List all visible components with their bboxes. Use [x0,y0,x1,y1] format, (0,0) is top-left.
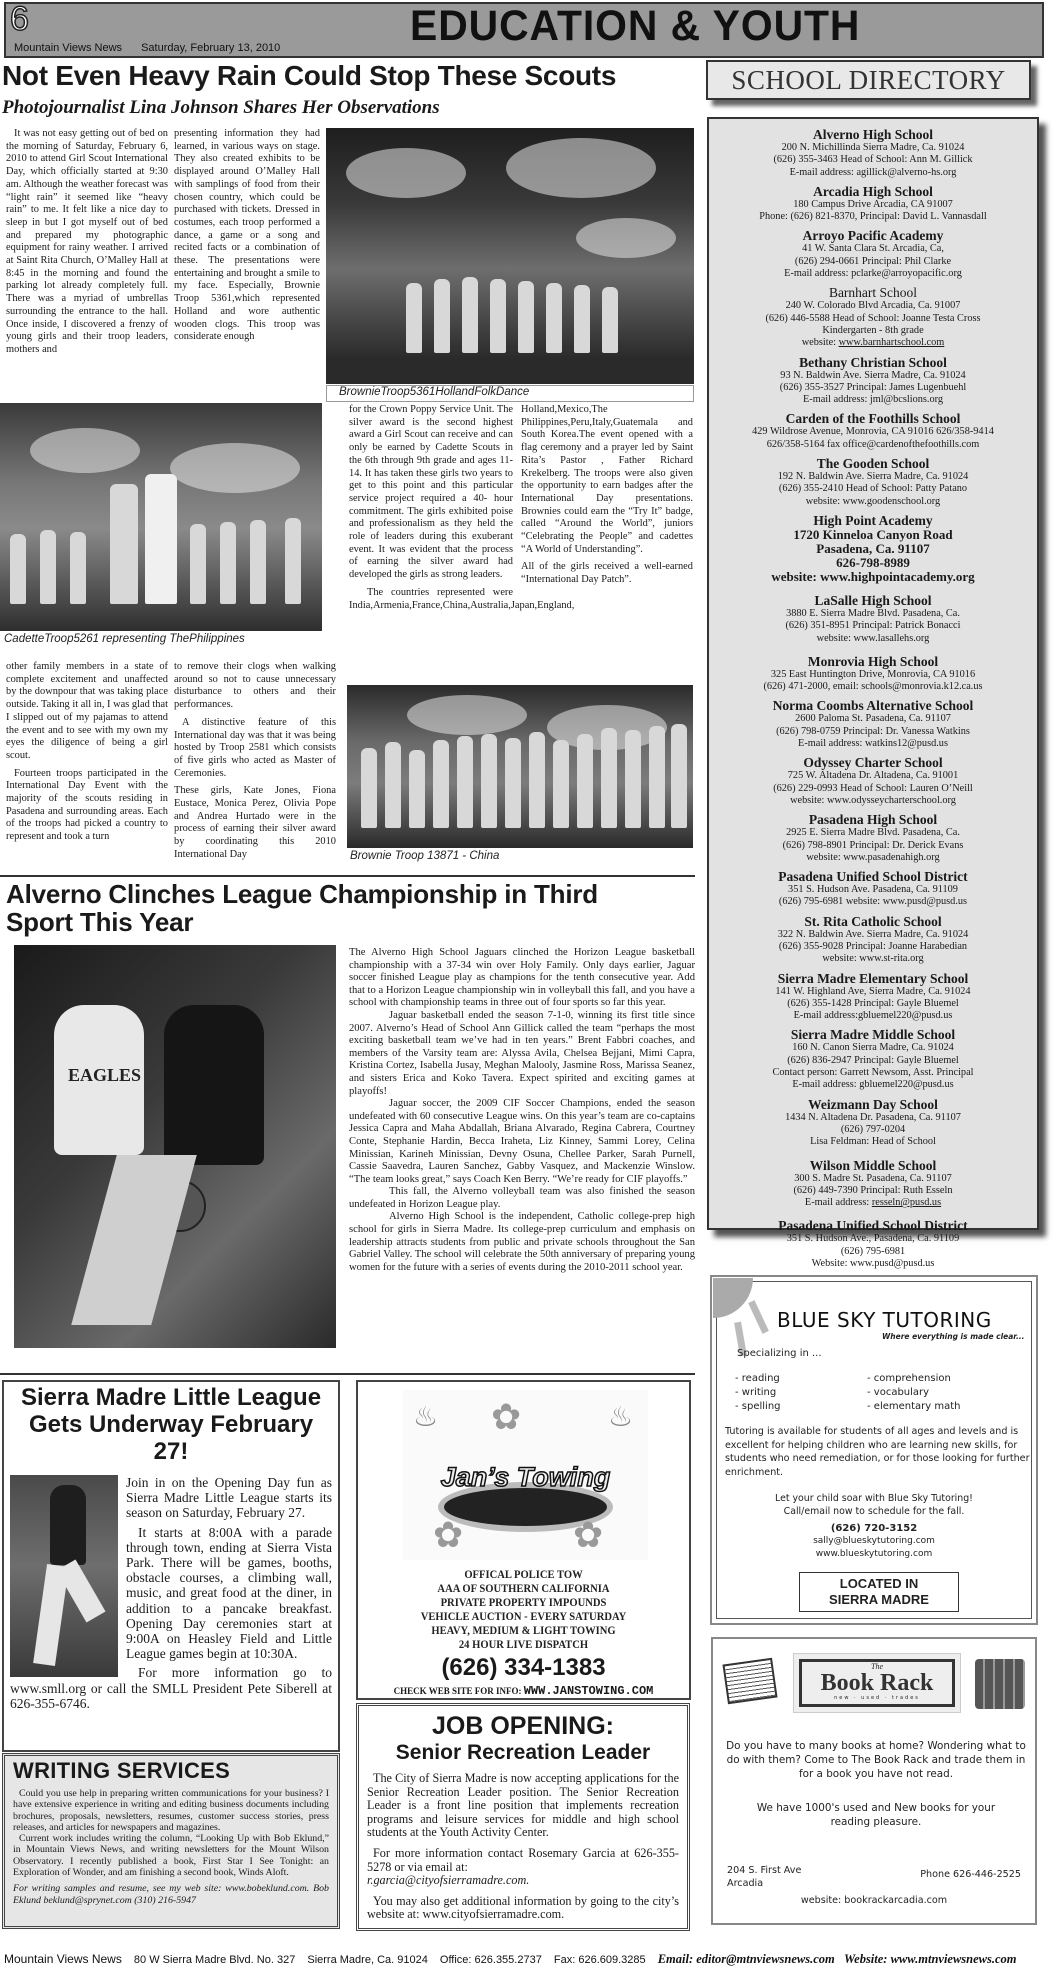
bookrack-website[interactable]: website: bookrackarcadia.com [800,1895,948,1906]
school-entry: Carden of the Foothills School 429 Wildrose Avenue, Monrovia, CA 91016 626/358-9414 626/358-5164 fax office@cardenofthefoothills.com [752,411,994,450]
writing-services-ad: WRITING SERVICES Could you use help in preparing written communications for your business? I have extensive experience in writing and editing business documents including brochures, proposals, newsletters, resumes, customer success stories, press releases, and articles for newspapers and magazines. Current work includes writing the column, “Looking Up with Bob Eklund,” in Mountain Views News, and writing newsletters for the Mount Wilson Observatory. I recently published a book, First Star I See Tonight: an Exploration of Wonder, and am finishing a second book, Winds Aloft. For writing samples and resume, see my web site: www.bobeklund.com. Bob Eklund beklund@sprynet.com (310) 216-5947 [2,1753,340,1929]
school-entry: Alverno High School 200 N. Michillinda Sierra Madre, Ca. 91024 (626) 355-3463 Head of School: Ann M. Gillick E-mail address: agillick@alverno-hs.org [773,127,973,178]
school-entry: Monrovia High School 325 East Huntington Drive, Monrovia, CA 91016 (626) 471-2000, email: schools@monrovia.k12.ca.us [763,653,983,693]
school-entry: The Gooden School 192 N. Baldwin Ave. Sierra Madre, Ca. 91024 (626) 355-2410 Head of School: Patty Patano website: www.goodenschool.org [777,456,969,507]
tutoring-location-badge: LOCATED IN SIERRA MADRE [799,1572,959,1612]
bookrack-phone: Phone 626-446-2525 [920,1869,1021,1880]
school-entry: Norma Coombs Alternative School 2600 Paloma St. Pasadena, Ca. 91107 (626) 798-0759 Principal: Dr. Vanessa Watkins E-mail address: watkins12@pusd.us [772,698,974,750]
towing-services: OFFICAL POLICE TOW AAA OF SOUTHERN CALIFORNIA PRIVATE PROPERTY IMPOUNDS VEHICLE AUCTION - EVERY SATURDAY HEAVY, MEDIUM & LIGHT TOWING 24 HOUR LIVE DISPATCH [420,1569,627,1651]
scouts-col3: for the Crown Poppy Service Unit. The silver award is the second highest award a Girl Scout can receive and can only be earned by Cadette Scouts in the 6th through 9th grade and ages 11-14. It has taken these girls two years to get to this point and this particular service project required a 40- hour commitment. The girls exhibited poise and professionalism as they held the role of leaders during this exuberant event. It was evident that the process of earning the silver award had developed the girls as strong leaders. The countries represented were India,Armenia,France,China,Australia,Japan,England, [349,404,575,611]
tutoring-subjects-left: - reading - writing - spelling [735,1373,781,1412]
school-entry: Sierra Madre Middle School 160 N. Canon Sierra Madre, Ca. 91024 (626) 836-2947 Principal: Gayle Bluemel Contact person: Garrett Newsom, Asst. Principal E-mail address: gbluemel220@pusd.us [772,1027,974,1091]
school-entry: Odyssey Charter School 725 W. Altadena Dr. Altadena, Ca. 91001 (626) 229-0993 Head of School: Lauren O’Neill website: www.odysseycharterschool.org [773,755,973,806]
section-title: EDUCATION & YOUTH [410,2,861,50]
towing-ad [356,1380,691,1700]
alverno-headline: Alverno Clinches League Championship in Third Sport This Year [6,879,598,937]
divider [0,1373,695,1375]
school-entry: Sierra Madre Elementary School 141 W. Highland Ave, Sierra Madre, Ca. 91024 (626) 355-1428 Principal: Gayle Bluemel E-mail address:gbluemel220@pusd.us [775,970,971,1022]
divider [0,875,695,877]
masthead-meta [14,42,296,54]
flame-icon: ♨ [413,1402,439,1433]
tutoring-subjects-right: - comprehension - vocabulary - elementary math [867,1373,961,1412]
wilson-email-link[interactable]: resseln@pusd.us [871,1197,942,1209]
tutoring-email[interactable]: sally@blueskytutoring.com [813,1536,935,1546]
school-entry: St. Rita Catholic School 322 N. Baldwin Ave. Sierra Madre, Ca. 91024 (626) 355-9028 Principal: Joanne Harabedian website: www.st-rita.org [777,913,969,965]
writing-services-title: WRITING SERVICES [13,1758,231,1783]
flower-icon: ✿ [573,1515,604,1555]
alverno-body: The Alverno High School Jaguars clinched the Horizon League basketball championship with a 37-34 win over Holy Family. Only days earlier, Jaguar soccer finished League play as champions for the tenth consecutive year. Add that to a Horizon League championship win in volleyball this fall, and you have a school with championship teams in three out of four sports so far this year. Jaguar basketball ended the season 7-1-0, winning its first title since 2007. Alverno’s Head of School Ann Gillick called the team “perhaps the most exciting basketball team we’ve had in ten years.” Brent Fabbri coaches, and members of the Varsity team are: Alyssa Avila, Chelsea Bejjani, Mimi Capra, Kristina Cortez, Isabella Jusay, Meghan Malooly, Jasmine Ross, Marissa Seanez, and sisters Erica and Koko Tavera. Expect spirited and exciting games at playoffs! Jaguar soccer, the 2009 CIF Soccer Champions, ended the season undefeated with 60 consecutive League wins. On this year’s team are co-captains Jessica Capra and Maha Abdallah, Briana Alvarado, Regina Cabrera, Courtney Conte, Stephanie Hardin, Becca Iraheta, Liz Kinney, Sammi Lorey, Celina Minissian, Karineh Minissian, Devny Osuna, Chellee Parker, Sarah Purnell, Cassie Saavedra, Lauren Sanchez, Gabby Vasquez, and Mackenzie Winslow. “The team looks great,” says Coach Ken Berry. “We’re ready for CIF playoffs.” This fall, the Alverno volleyball team was also finished the season undefeated in Horizon League play. Alverno High School is the independent, Catholic college-prep high school for girls in Sierra Madre. Its college-prep curriculum and emphasis on leadership attracts students from public and private schools throughout the San Gabriel Valley. The school will celebrate the 50th anniversary of preparing young women for the future with a series of events during the 2010-2011 school year. [349,947,695,1273]
towing-website-link[interactable]: WWW.JANSTOWING.COM [523,1684,654,1698]
photo-basketball-players [14,945,336,1348]
job-email-link[interactable]: r.garcia@cityofsierramadre.com. [367,1873,530,1888]
school-entry: Pasadena High School 2925 E. Sierra Madre Blvd. Pasadena, Ca. (626) 798-8901 Principal: Dr. Derick Evans website: www.pasadenahigh.org [782,812,964,863]
caption-photo1: BrownieTroop5361HollandFolkDance [326,385,694,402]
page-footer: Mountain Views News 80 W Sierra Madre Blvd. No. 327 Sierra Madre, Ca. 91024 Office: 626.355.2737 Fax: 626.609.3285 Email: editor@mtnviewsnews.com Website: www.mtnviewsnews.com [4,1952,1017,1966]
school-entry: Arcadia High School 180 Campus Drive Arcadia, CA 91007 Phone: (626) 821-8370, Principal: David L. Vannasdall [759,183,987,223]
school-entry: Wilson Middle School 300 S. Madre St. Pasadena, Ca. 91107 (626) 449-7390 Principal: Ruth Esseln E-mail address: resseln@pusd.us [793,1157,953,1209]
books-stack-icon [975,1659,1025,1709]
school-directory-title: SCHOOL DIRECTORY [706,60,1031,100]
job-opening-ad: JOB OPENING: Senior Recreation Leader The City of Sierra Madre is now accepting applications for the Senior Recreation Leader position. The Senior Recreation Leader is a front line position that implements recreation programs and leisure services for middle and high school students at the Youth Activity Center. For more information contact Rosemary Garcia at 626-355-5278 or via email at: r.garcia@cityofsierramadre.com. You may also get additional information by going to the city’s website at: www.cityofsierramadre.com. [356,1703,690,1931]
bookrack-ad: The Book Rack new · used · trades Do you have to many books at home? Wondering what to do with them? Come to The Book Rack and trade them in for a book you have not read. We have 1000's used and New books for your reading pleasure. 204 S. First Ave Arcadia Phone 626-446-2525 website: bookrackarcadia.com [711,1637,1037,1925]
scouts-col2-bottom: to remove their clogs when walking around so not to cause unnecessary disturbance to others and their performances. A distinctive feature of this International day was that it was being hosted by Troop 2581 which consists of five girls who acted as Master of Ceremonies. These girls, Kate Jones, Fiona Eustace, Monica Perez, Olivia Pope and Andrea Hurtado were in the process of earning their silver award by coordinating this 2010 International Day [174,661,336,860]
issue-date: Saturday, February 13, 2010 [141,42,281,54]
tutoring-ad: BLUE SKY TUTORING Where everything is made clear... Specializing in ... - reading - writing - spelling - comprehension - vocabulary - elementary math Tutoring is available for students of all ages and levels and is excellent for helping children who are learning new skills, for students who need remediation, or for those looking for further enrichment. Let your child soar with Blue Sky Tutoring! Call/email now to schedule for the fall. (626) 720-3152 sally@blueskytutoring.com www.blueskytutoring.com LOCATED IN SIERRA MADRE [710,1275,1038,1625]
school-directory [707,117,1039,1270]
caption-photo2: CadetteTroop5261 representing ThePhilippines [4,633,245,645]
towing-logo-text: Jan’s Towing [440,1462,611,1492]
school-entry: LaSalle High School 3880 E. Sierra Madre Blvd. Pasadena, Ca. (626) 351-8951 Principal: Patrick Bonacci website: www.lasallehs.org [785,592,961,644]
photo-baseball-pitcher [10,1475,118,1677]
tutoring-website[interactable]: www.blueskytutoring.com [815,1549,933,1559]
school-entry: Pasadena Unified School District 351 S. Hudson Ave., Pasadena, Ca. 91109 (626) 795-6981 Website: www.pusd@pusd.us [778,1218,968,1270]
scouts-col1-bottom: other family members in a state of complete excitement and unaffected by the downpour that was taking place outside. Taking it all in, I was glad that I slipped out of my pajamas to attend the event and to see with my own my eyes the diligence of being a girl scout. Fourteen troops participated in the International Day Event with the majority of the scouts residing in Pasadena and surrounding areas. Each of the troops had picked a country to represent and took a turn [6,661,168,843]
school-entry: High Point Academy 1720 Kinneloa Canyon Road Pasadena, Ca. 91107 626-798-8989 website: www.highpointacademy.org [771,512,975,584]
scouts-headline: Not Even Heavy Rain Could Stop These Scouts [2,60,617,91]
little-league-body: Join in on the Opening Day fun as Sierra Madre Little League starts its season on Saturday, February 27. It starts at 8:00A with a parade through town, ending at Sierra Vista Park. There will be games, booths, obstacle courses, a climbing wall, music, and great food at the diner, in addition to a pancake breakfast. Opening Day ceremonies start at 9:00A on Heasley Field and Little League games begin at 10:30A. For more information go to www.smll.org or call the SMLL President Pete Siberell at 626-355-6746. [10,1475,332,1711]
school-entry: Barnhart School 240 W. Colorado Blvd Arcadia, Ca. 91007 (626) 446-5588 Head of School: Joanne Testa Cross Kindergarten - 8th grade website: www.barnhartschool.com [765,285,981,349]
scouts-col4: Holland,Mexico,The Philippines,Peru,Italy,Guatemala and South Korea.The event opened with a flag ceremony and a prayer led by Saint Rita’s Pastor , Father Richard Krekelberg. The troops were also given the opportunity to earn badges after the International Day presentations. Brownies could earn the “Try It” badge, called “Around the World”, juniors “Celebrating the People” and cadettes “A World of Understanding”. All of the girls received a well-earned “International Day Patch”. [521,404,693,586]
little-league-headline: Sierra Madre Little League Gets Underway February 27! [20,1384,322,1465]
school-entry: Pasadena Unified School District 351 S. Hudson Ave. Pasadena, Ca. 91109 (626) 795-6981 website: www.pusd@pusd.us [778,869,968,908]
job-subtitle: Senior Recreation Leader [395,1741,651,1764]
flower-icon: ✿ [491,1397,522,1437]
scouts-col2-top: presenting information they had learned, in various ways on stage. They also created exhibits to be displayed around O’Malley Hall with samplings of food from their chosen country, which could be purchased with tickets. Dressed in costumes, each troop performed a dance, a game or a song and recited facts or a combination of these. The presentations were entertaining and brought a smile to my face. Especially, Brownie Troop 5361,which represented Holland and wore authentic wooden clogs. This troop was considerate enough [174,128,320,343]
scouts-col1-top: It was not easy getting out of bed on the morning of Saturday, February 6, 2010 to attend Girl Scout International Day, which officially started at 9:30 am. Although the weather forecast was “light rain” it seemed like “heavy rain” to me. It felt like a nice day to sleep in but I got myself out of bed and prepared my photographic equipment for rainy weather. I arrived at Saint Rita Church, O’Malley Hall at 8:45 in the morning and found the parking lot already completely full. There was a myriad of umbrellas surrounding the entrance to the hall. Once inside, I discovered a frenzy of young girls and their troop leaders, mothers and [6,128,168,355]
school-entry: Weizmann Day School 1434 N. Altadena Dr. Pasadena, Ca. 91107 (626) 797-0204 Lisa Feldman: Head of School [785,1096,961,1148]
footer-website[interactable]: Website: www.mtnviewsnews.com [843,1952,1017,1966]
bookrack-address: 204 S. First Ave Arcadia [727,1865,802,1889]
flower-icon: ✿ [433,1515,464,1555]
towing-logo [403,1390,648,1560]
jersey-text: EAGLES [68,1065,142,1085]
tutoring-tagline: Where everything is made clear... [882,1332,1025,1341]
towing-phone: (626) 334-1383 [441,1654,606,1681]
tutoring-phone: (626) 720-3152 [830,1523,918,1534]
towing-web: CHECK WEB SITE FOR INFO: WWW.JANSTOWING.COM [393,1684,654,1698]
flame-icon: ♨ [608,1402,634,1433]
photo-holland-folk-dance [326,128,694,384]
photo-china-troop [347,685,693,848]
photo-philippines-troop [0,403,322,631]
job-title: JOB OPENING: [432,1712,614,1740]
publication-name: Mountain Views News [14,42,123,54]
scouts-subhead: Photojournalist Lina Johnson Shares Her Observations [2,97,440,118]
open-book-icon [722,1658,777,1705]
tutoring-title: BLUE SKY TUTORING [777,1308,992,1332]
sun-icon [713,1278,753,1318]
barnhart-website-link[interactable]: www.barnhartschool.com [838,337,945,349]
bookrack-logo: The Book Rack new · used · trades [793,1653,961,1713]
school-entry: Bethany Christian School 93 N. Baldwin Ave. Sierra Madre, Ca. 91024 (626) 355-3527 Principal: James Lugenbuehl E-mail address: jml@bcslions.org [779,354,967,406]
school-entry: Arroyo Pacific Academy 41 W. Santa Clara St. Arcadia, Ca, (626) 294-0661 Principal: Phil Clarke E-mail address: pclarke@arroyopacific.org [784,228,962,280]
footer-email[interactable]: Email: editor@mtnviewsnews.com [657,1952,835,1966]
little-league-box [2,1380,340,1752]
caption-photo3: Brownie Troop 13871 - China [350,850,500,862]
page-number: 6 [10,0,29,38]
